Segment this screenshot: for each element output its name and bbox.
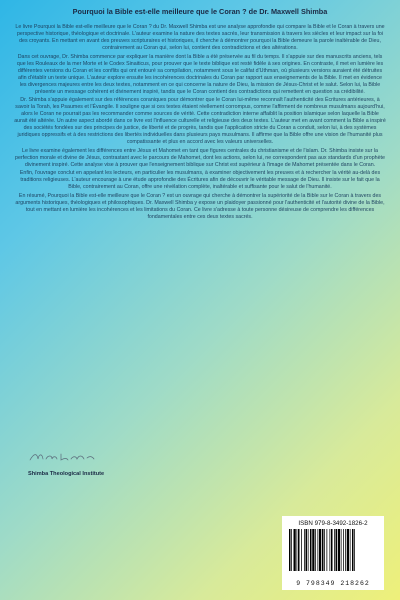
author-signature bbox=[28, 451, 98, 463]
synopsis-paragraph: Dr. Shimba s'appuie également sur des références coraniques pour démontrer que le Coran lui-même reconnaît l'authenticité des Écritures antérieures, à savoir la Torah, les Psaumes et l'Évangile. Il souligne que si ces textes étaient réellement corrompus, comme l'affirment de nombreux musulmans aujourd'hui, alors le Coran ne pourrait pas les recommander comme sources de vérité. Cette contradiction interne affaiblit la position islamique selon laquelle la Bible aurait été altérée. Un autre aspect abordé dans ce livre est l'influence culturelle et religieuse des deux textes. L'auteur met en avant comment la Bible a inspiré des sociétés fondées sur des principes de justice, de liberté et de progrès, tandis que l'application stricte du Coran a conduit, selon lui, à des systèmes juridiques oppressifs et à des restrictions des libertés individuelles dans plusieurs pays musulmans. Il affirme que la Bible offre une vision de l'humanité plus compatissante et plus en accord avec les valeurs universelles. bbox=[14, 97, 386, 145]
cover-title: Pourquoi la Bible est-elle meilleure que le Coran ? de Dr. Maxwell Shimba bbox=[72, 7, 328, 16]
isbn-label: ISBN 979-8-3492-1826-2 bbox=[298, 520, 368, 527]
synopsis-paragraph: Le livre Pourquoi la Bible est-elle meilleure que le Coran ? du Dr. Maxwell Shimba est une analyse approfondie qui compare la Bible et le Coran à travers une perspective historique, théologique et doctrinale. L'auteur examine la nature des textes sacrés, leur transmission à travers les siècles et leur impact sur la foi des croyants. En mettant en avant des preuves scripturaires et historiques, il cherche à démontrer pourquoi la Bible demeure la parole inaltérable de Dieu, contrairement au Coran qui, selon lui, contient des contradictions et des altérations. bbox=[15, 24, 385, 51]
isbn-barcode-box bbox=[282, 516, 384, 590]
synopsis-paragraph: Dans cet ouvrage, Dr. Shimba commence par expliquer la manière dont la Bible a été préservée au fil du temps. Il s'appuie sur des manuscrits anciens, tels que les Rouleaux de la mer Morte et le Codex Sinaiticus, pour prouver que le texte biblique est resté fidèle à ses origines. En contraste, il met en lumière les différentes versions du Coran et les conflits qui ont entouré sa compilation, notamment sous le califat d'Uthman, où plusieurs versions auraient été détruites afin d'établir un texte unique. L'auteur explore ensuite les incohérences doctrinales du Coran par rapport aux enseignements de la Bible. Il met en évidence les divergences majeures entre les deux textes, notamment en ce qui concerne la nature de Dieu, la mission de Jésus-Christ et le salut. Selon lui, la Bible présente un message cohérent et divinement inspiré, tandis que le Coran contient des contradictions qui remettent en question sa crédibilité. bbox=[16, 53, 384, 95]
synopsis-paragraph: En résumé, Pourquoi la Bible est-elle meilleure que le Coran ? est un ouvrage qui cherche à démontrer la supériorité de la Bible sur le Coran à travers des arguments historiques, théologiques et philosophiques. Dr. Maxwell Shimba y expose un plaidoyer passionné pour l'authenticité et l'autorité divine de la Bible, tout en mettant en lumière les incohérences et les limitations du Coran. Ce livre s'adresse à toute personne désireuse de comprendre les différences fondamentales entre ces deux textes sacrés. bbox=[15, 192, 385, 220]
synopsis bbox=[14, 24, 386, 222]
synopsis-paragraph: Le livre examine également les différences entre Jésus et Mahomet en tant que figures centrales du christianisme et de l'islam. Dr. Shimba insiste sur la perfection morale et divine de Jésus, contrastant avec le parcours de Mahomet, dont les actions, selon lui, ne correspondent pas aux standards d'un prophète divinement inspiré. Cette analyse vise à prouver que l'enseignement biblique sur Christ est supérieur à l'image de Mahomet présentée dans le Coran. bbox=[15, 147, 385, 168]
barcode-digits: 9 798349 218262 bbox=[296, 580, 370, 587]
barcode-icon bbox=[288, 529, 378, 579]
publisher-name: Shimba Theological Institute bbox=[28, 471, 105, 477]
synopsis-paragraph: Enfin, l'ouvrage conclut en appelant les lecteurs, en particulier les musulmans, à examiner objectivement les preuves et à rechercher la vérité au-delà des traditions religieuses. L'auteur encourage à une étude approfondie des Écritures afin de découvrir le véritable message de Dieu. Il insiste sur le fait que la Bible, contrairement au Coran, offre une révélation complète, inaltérable et suffisante pour le salut de l'humanité. bbox=[19, 170, 381, 190]
